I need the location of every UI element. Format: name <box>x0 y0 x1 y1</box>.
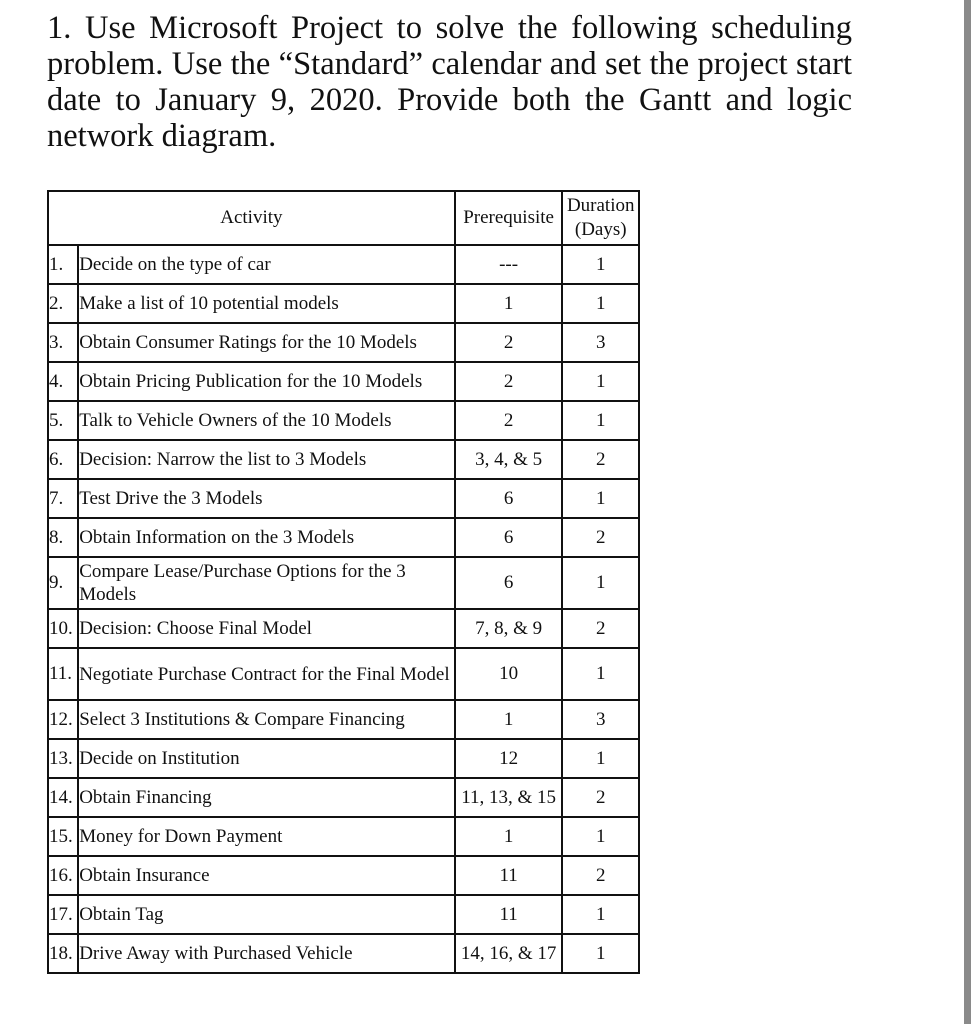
row-prerequisite: 11 <box>455 856 563 895</box>
table-row <box>48 440 639 479</box>
row-number: 6. <box>48 440 78 479</box>
header-duration-line-1: Duration <box>566 195 635 216</box>
schedule-table <box>47 190 640 974</box>
row-number: 15. <box>48 817 78 856</box>
table-body <box>48 245 639 973</box>
row-duration: 2 <box>562 778 639 817</box>
row-duration: 2 <box>562 856 639 895</box>
table-row <box>48 609 639 648</box>
row-duration: 2 <box>562 518 639 557</box>
row-prerequisite: 2 <box>455 323 563 362</box>
row-activity: Test Drive the 3 Models <box>78 479 455 518</box>
row-prerequisite: 12 <box>455 739 563 778</box>
table-row <box>48 817 639 856</box>
header-duration <box>562 191 639 245</box>
row-activity: Obtain Tag <box>78 895 455 934</box>
row-prerequisite: 11 <box>455 895 563 934</box>
row-number: 9. <box>48 557 78 609</box>
row-activity: Negotiate Purchase Contract for the Final Model <box>78 648 455 700</box>
row-duration: 3 <box>562 700 639 739</box>
row-number: 14. <box>48 778 78 817</box>
row-activity: Decide on Institution <box>78 739 455 778</box>
row-activity: Obtain Pricing Publication for the 10 Models <box>78 362 455 401</box>
table-row <box>48 934 639 973</box>
row-prerequisite: 1 <box>455 700 563 739</box>
row-duration: 1 <box>562 648 639 700</box>
row-duration: 1 <box>562 401 639 440</box>
row-activity: Decision: Narrow the list to 3 Models <box>78 440 455 479</box>
table-row <box>48 895 639 934</box>
row-duration: 1 <box>562 557 639 609</box>
row-duration: 1 <box>562 284 639 323</box>
page-edge-shadow <box>964 0 971 1024</box>
row-number: 12. <box>48 700 78 739</box>
row-number: 18. <box>48 934 78 973</box>
table-row <box>48 700 639 739</box>
question-line-4: network diagram. <box>47 118 277 154</box>
row-number: 8. <box>48 518 78 557</box>
row-activity: Talk to Vehicle Owners of the 10 Models <box>78 401 455 440</box>
row-duration: 1 <box>562 479 639 518</box>
row-prerequisite: --- <box>455 245 563 284</box>
row-activity: Compare Lease/Purchase Options for the 3 Models <box>78 557 455 609</box>
row-duration: 1 <box>562 362 639 401</box>
table-row <box>48 648 639 700</box>
table-row <box>48 323 639 362</box>
table-row <box>48 401 639 440</box>
row-number: 1. <box>48 245 78 284</box>
table-row <box>48 245 639 284</box>
row-prerequisite: 2 <box>455 362 563 401</box>
row-number: 10. <box>48 609 78 648</box>
row-number: 5. <box>48 401 78 440</box>
row-activity: Select 3 Institutions & Compare Financing <box>78 700 455 739</box>
row-prerequisite: 10 <box>455 648 563 700</box>
row-number: 3. <box>48 323 78 362</box>
row-prerequisite: 1 <box>455 284 563 323</box>
row-number: 7. <box>48 479 78 518</box>
header-prerequisite: Prerequisite <box>455 191 563 245</box>
question-line-2: problem. Use the “Standard” calendar and set the project start <box>47 46 852 82</box>
table-row <box>48 362 639 401</box>
table-row <box>48 518 639 557</box>
row-number: 11. <box>48 648 78 700</box>
row-number: 13. <box>48 739 78 778</box>
row-prerequisite: 11, 13, & 15 <box>455 778 563 817</box>
row-prerequisite: 14, 16, & 17 <box>455 934 563 973</box>
row-prerequisite: 3, 4, & 5 <box>455 440 563 479</box>
row-duration: 1 <box>562 934 639 973</box>
question-text <box>47 10 852 154</box>
row-duration: 1 <box>562 739 639 778</box>
table-header-row <box>48 191 639 245</box>
row-duration: 1 <box>562 245 639 284</box>
row-prerequisite: 6 <box>455 518 563 557</box>
header-duration-line-2: (Days) <box>574 219 627 240</box>
row-number: 2. <box>48 284 78 323</box>
row-activity: Drive Away with Purchased Vehicle <box>78 934 455 973</box>
row-number: 4. <box>48 362 78 401</box>
row-duration: 2 <box>562 440 639 479</box>
table-row <box>48 557 639 609</box>
row-duration: 2 <box>562 609 639 648</box>
row-prerequisite: 6 <box>455 479 563 518</box>
row-duration: 1 <box>562 817 639 856</box>
row-activity: Money for Down Payment <box>78 817 455 856</box>
row-activity: Make a list of 10 potential models <box>78 284 455 323</box>
row-prerequisite: 2 <box>455 401 563 440</box>
table-row <box>48 856 639 895</box>
table-row <box>48 284 639 323</box>
row-duration: 3 <box>562 323 639 362</box>
question-line-1: 1. Use Microsoft Project to solve the following scheduling <box>47 10 852 46</box>
row-activity: Obtain Insurance <box>78 856 455 895</box>
table-row <box>48 479 639 518</box>
row-prerequisite: 6 <box>455 557 563 609</box>
table-row <box>48 739 639 778</box>
row-duration: 1 <box>562 895 639 934</box>
row-number: 17. <box>48 895 78 934</box>
row-number: 16. <box>48 856 78 895</box>
header-activity: Activity <box>48 191 455 245</box>
table-row <box>48 778 639 817</box>
row-activity: Obtain Consumer Ratings for the 10 Models <box>78 323 455 362</box>
row-activity: Obtain Financing <box>78 778 455 817</box>
row-prerequisite: 1 <box>455 817 563 856</box>
row-prerequisite: 7, 8, & 9 <box>455 609 563 648</box>
question-line-3: date to January 9, 2020. Provide both the Gantt and logic <box>47 82 852 118</box>
row-activity: Decide on the type of car <box>78 245 455 284</box>
row-activity: Obtain Information on the 3 Models <box>78 518 455 557</box>
row-activity: Decision: Choose Final Model <box>78 609 455 648</box>
